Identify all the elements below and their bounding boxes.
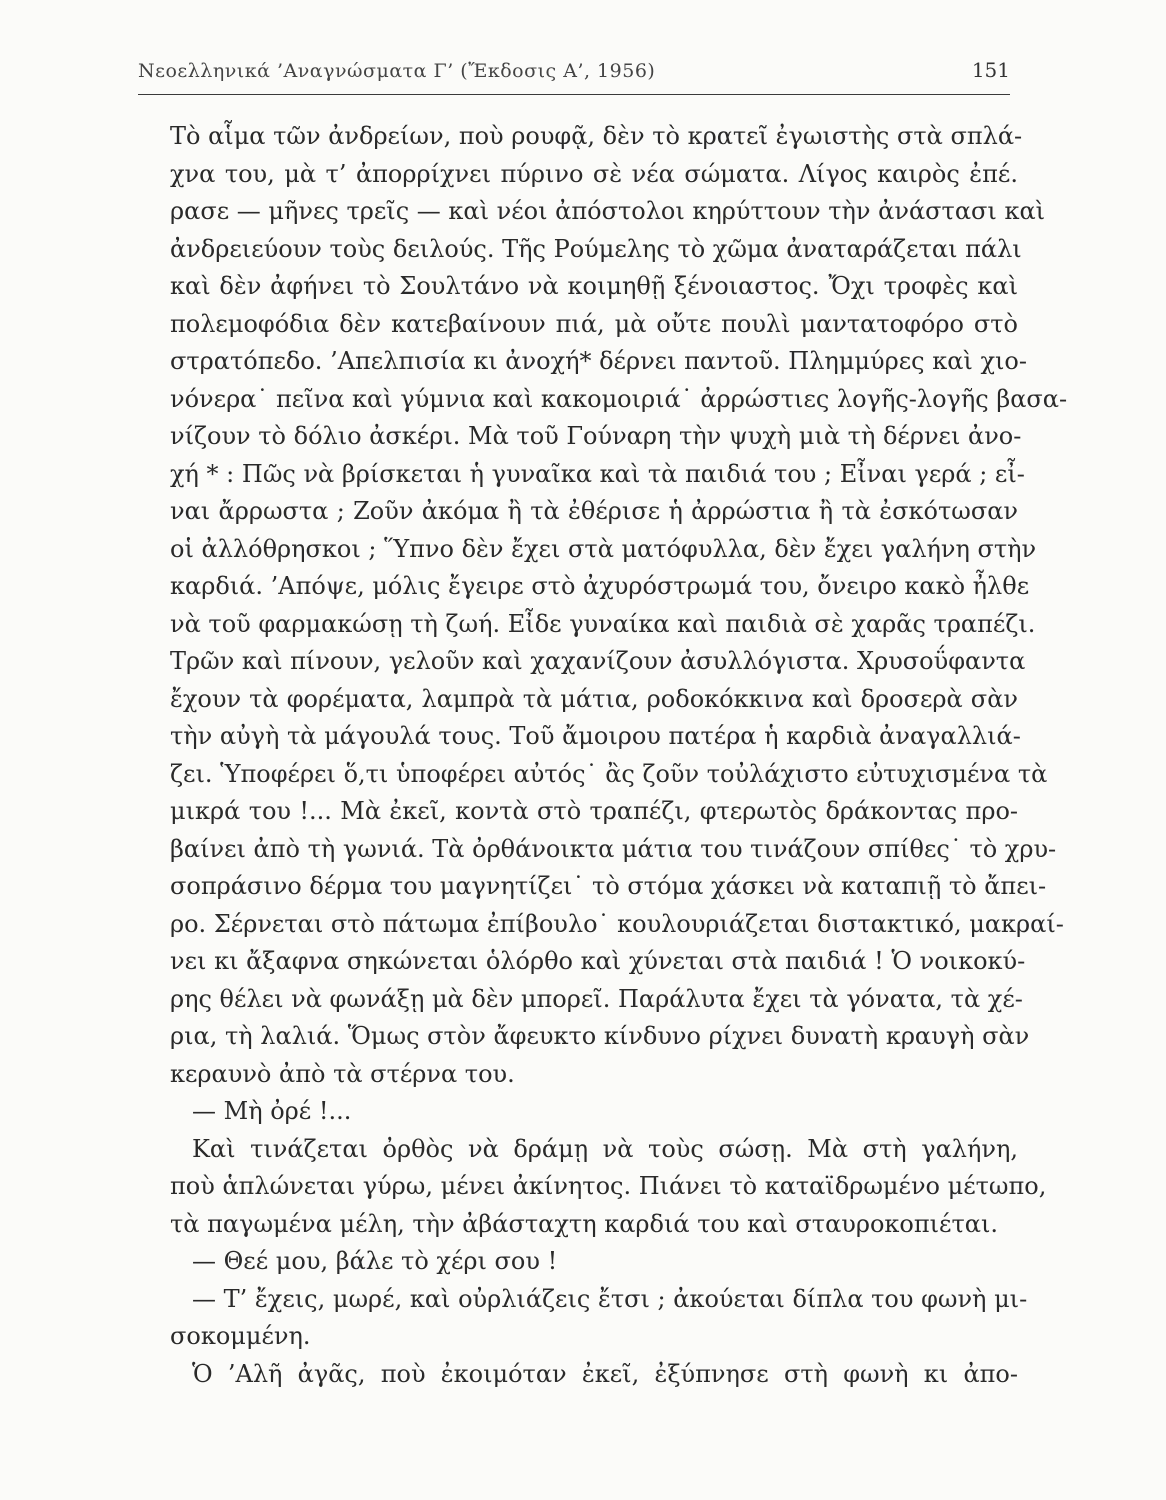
text-line: χή * : Πῶς νὰ βρίσκεται ἡ γυναῖκα καὶ τὰ παιδιά του ; Εἶναι γερά ; εἶ- xyxy=(170,459,1025,488)
text-line: καὶ δὲν ἀφήνει τὸ Σουλτάνο νὰ κοιμηθῇ ξένοιαστος. Ὄχι τροφὲς καὶ xyxy=(170,272,1018,300)
running-header xyxy=(138,58,1010,95)
text-line: νὰ τοῦ φαρμακώσῃ τὴ ζωή. Εἶδε γυναίκα καὶ παιδιὰ σὲ χαρᾶς τραπέζι. xyxy=(170,609,1036,638)
page-number: 151 xyxy=(971,58,1010,82)
text-line: ζει. Ὑποφέρει ὅ,τι ὑποφέρει αὐτός˙ ἂς ζοῦν τοὐλάχιστο εὐτυχισμένα τὰ xyxy=(170,759,1048,788)
text-line: κεραυνὸ ἀπὸ τὰ στέρνα του. xyxy=(170,1059,515,1088)
text-line: μικρά του !... Μὰ ἐκεῖ, κοντὰ στὸ τραπέζι, φτερωτὸς δράκοντας προ- xyxy=(170,797,1018,825)
text-line: — Τ’ ἔχεις, μωρέ, καὶ οὐρλιάζεις ἔτσι ; ἀκούεται δίπλα του φωνὴ μι- xyxy=(192,1284,1028,1313)
text-line: ποὺ ἁπλώνεται γύρω, μένει ἀκίνητος. Πιάνει τὸ καταϊδρωμένο μέτωπο, xyxy=(170,1172,1047,1200)
text-line: Ὁ ’Αλῆ ἀγᾶς, ποὺ ἐκοιμόταν ἐκεῖ, ἐξύπνησε στὴ φωνὴ κι ἀπο- xyxy=(192,1359,1018,1388)
text-line: τὴν αὐγὴ τὰ μάγουλά τους. Τοῦ ἄμοιρου πατέρα ἡ καρδιὰ ἀναγαλλιά- xyxy=(170,722,1021,750)
text-line: νίζουν τὸ δόλιο ἀσκέρι. Μὰ τοῦ Γούναρη τὴν ψυχὴ μιὰ τὴ δέρνει ἀνο- xyxy=(170,422,1022,450)
text-line: — Μὴ ὀρέ !... xyxy=(192,1097,352,1125)
text-line: ἀνδρειεύουν τοὺς δειλούς. Τῆς Ρούμελης τὸ χῶμα ἀναταράζεται πάλι xyxy=(170,234,1022,263)
text-line: Καὶ τινάζεται ὀρθὸς νὰ δράμῃ νὰ τοὺς σώσῃ. Μὰ στὴ γαλήνη, xyxy=(192,1134,1018,1163)
text-line: βαίνει ἀπὸ τὴ γωνιά. Τὰ ὀρθάνοικτα μάτια του τινάζουν σπίθες˙ τὸ χρυ- xyxy=(170,834,1057,863)
header-title: Νεοελληνικά ’Αναγνώσματα Γ’ (Ἔκδοσις Α’, 1956) xyxy=(138,60,656,82)
text-line: ναι ἄρρωστα ; Ζοῦν ἀκόμα ἢ τὰ ἐθέρισε ἡ ἀρρώστια ἢ τὰ ἐσκότωσαν xyxy=(170,497,1018,525)
text-line: νόνερα˙ πεῖνα καὶ γύμνια καὶ κακομοιριά˙ ἀρρώστιες λογῆς-λογῆς βασα- xyxy=(170,384,1068,413)
text-line: νει κι ἄξαφνα σηκώνεται ὁλόρθο καὶ χύνεται στὰ παιδιά ! Ὁ νοικοκύ- xyxy=(170,947,1026,975)
text-line: ρο. Σέρνεται στὸ πάτωμα ἐπίβουλο˙ κουλουριάζεται διστακτικό, μακραί- xyxy=(170,909,1064,938)
text-line: καρδιά. ’Απόψε, μόλις ἔγειρε στὸ ἀχυρόστρωμά του, ὄνειρο κακὸ ἦλθε xyxy=(170,572,1030,600)
text-line: Τὸ αἷμα τῶν ἀνδρείων, ποὺ ρουφᾷ, δὲν τὸ κρατεῖ ἐγωιστὴς στὰ σπλά- xyxy=(170,122,1023,150)
text-line: Τρῶν καὶ πίνουν, γελοῦν καὶ χαχανίζουν ἀσυλλόγιστα. Χρυσοΰφαντα xyxy=(170,647,1026,675)
text-line: ρης θέλει νὰ φωνάξῃ μὰ δὲν μπορεῖ. Παράλυτα ἔχει τὰ γόνατα, τὰ χέ- xyxy=(170,984,1023,1013)
text-line: ρια, τὴ λαλιά. Ὅμως στὸν ἄφευκτο κίνδυνο ρίχνει δυνατὴ κραυγὴ σὰν xyxy=(170,1022,1030,1050)
text-line: χνα του, μὰ τ’ ἀπορρίχνει πύρινο σὲ νέα σώματα. Λίγος καιρὸς ἐπέ. xyxy=(170,159,1018,188)
text-line: — Θεέ μου, βάλε τὸ χέρι σου ! xyxy=(192,1247,558,1275)
text-line: σοκομμένη. xyxy=(170,1322,311,1350)
text-line: στρατόπεδο. ’Απελπισία κι ἀνοχή* δέρνει παντοῦ. Πλημμύρες καὶ χιο- xyxy=(170,347,1027,375)
text-line: τὰ παγωμένα μέλη, τὴν ἀβάσταχτη καρδιά του καὶ σταυροκοπιέται. xyxy=(170,1209,999,1238)
text-line: ρασε — μῆνες τρεῖς — καὶ νέοι ἀπόστολοι κηρύττουν τὴν ἀνάστασι καὶ xyxy=(170,197,1046,225)
text-line: πολεμοφόδια δὲν κατεβαίνουν πιά, μὰ οὔτε πουλὶ μαντατοφόρο στὸ xyxy=(170,309,1018,338)
body-text xyxy=(170,118,1068,1393)
text-line: οἱ ἀλλόθρησκοι ; Ὕπνο δὲν ἔχει στὰ ματόφυλλα, δὲν ἔχει γαλήνη στὴν xyxy=(170,534,1037,563)
text-line: ἔχουν τὰ φορέματα, λαμπρὰ τὰ μάτια, ροδοκόκκινα καὶ δροσερὰ σὰν xyxy=(170,684,1018,713)
text-line: σοπράσινο δέρμα του μαγνητίζει˙ τὸ στόμα χάσκει νὰ καταπιῇ τὸ ἄπει- xyxy=(170,872,1047,900)
